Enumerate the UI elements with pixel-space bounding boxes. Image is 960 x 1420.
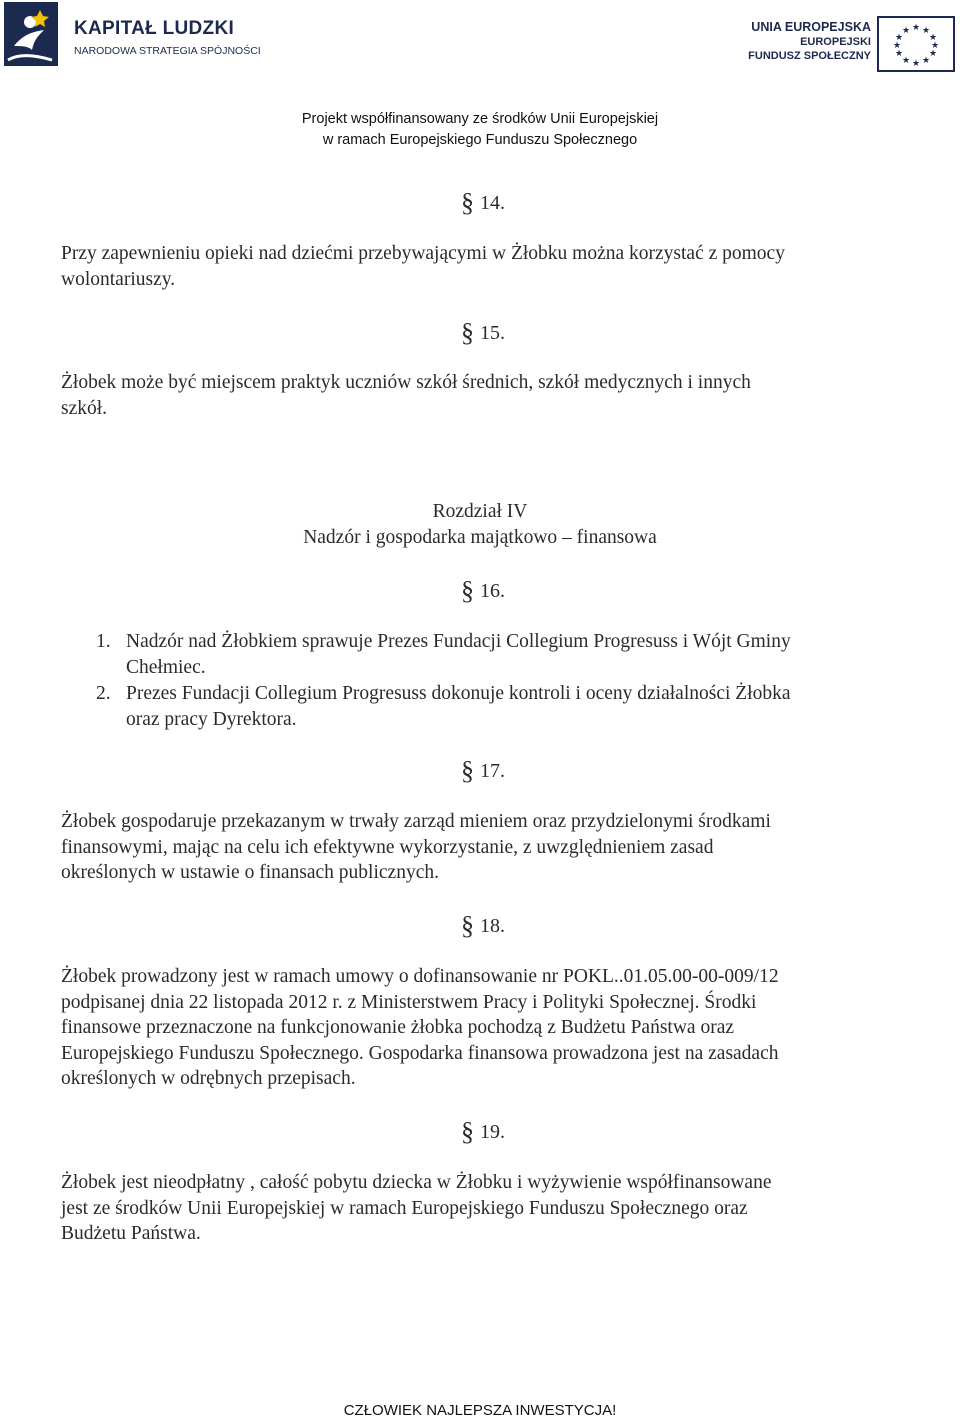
section-16-item-2 [96,681,916,707]
eu-logo-text [748,20,871,63]
svg-text:★: ★ [928,49,938,59]
eu-logo-line1: UNIA EUROPEJSKA [751,20,871,34]
section-17-paragraph [61,809,901,886]
paragraph-line: finansowe przeznaczone na funkcjonowanie żłobka pochodzą z Budżetu Państwa oraz [61,1017,735,1038]
section-number: 19. [480,1121,505,1143]
svg-text:★: ★ [894,49,904,59]
paragraph-line: Żłobek prowadzony jest w ramach umowy o dofinansowanie nr POKL..01.05.00-00-009/12 [61,966,779,987]
section-symbol: § [461,576,474,605]
section-15-paragraph [61,370,901,422]
list-item-number: 1. [96,631,111,652]
kapital-ludzki-subtitle: NARODOWA STRATEGIA SPÓJNOŚCI [74,45,261,57]
paragraph-line: określonych w ustawie o finansach publicznych. [61,862,439,883]
project-cofinanced-line2: w ramach Europejskiego Funduszu Społecznego [322,132,638,148]
section-14-heading [461,188,505,218]
footer-slogan: CZŁOWIEK NAJLEPSZA INWESTYCJA! [343,1402,617,1419]
project-cofinanced-line1: Projekt współfinansowany ze środków Unii Europejskiej [301,111,659,127]
section-symbol: § [461,756,474,785]
list-item-number: 2. [96,683,111,704]
paragraph-line: finansowymi, mając na celu ich efektywne wykorzystanie, z uwzględnieniem zasad [61,836,714,858]
eu-logo-line3: FUNDUSZ SPOŁECZNY [748,50,871,62]
svg-text:★: ★ [911,23,921,33]
section-17-heading [461,756,505,786]
section-16-heading [461,576,505,606]
section-number: 15. [480,322,505,344]
eu-logo [740,16,955,76]
section-number: 18. [480,915,505,937]
section-16-item-1 [96,629,916,655]
section-symbol: § [461,188,474,217]
section-19-heading [461,1117,505,1147]
section-18-heading [461,911,505,941]
svg-text:★: ★ [901,26,911,36]
svg-text:★: ★ [901,56,911,66]
paragraph-line: szkół. [61,398,108,419]
paragraph-line: Żłobek gospodaruje przekazanym w trwały zarząd mieniem oraz przydzielonymi środkami [61,811,771,832]
paragraph-line: podpisanej dnia 22 listopada 2012 r. z Ministerstwem Pracy i Polityki Społecznej. Środki [61,991,757,1013]
svg-text:★: ★ [930,41,940,51]
paragraph-line: Żłobek może być miejscem praktyk uczniów szkół średnich, szkół medycznych i innych [61,372,751,393]
paragraph-line: określonych w odrębnych przepisach. [61,1068,356,1089]
paragraph-line: wolontariuszy. [61,269,176,290]
section-14-paragraph [61,241,901,293]
section-number: 16. [480,580,505,602]
svg-text:★: ★ [911,59,921,69]
kapital-ludzki-emblem-icon [4,2,58,66]
paragraph-line: jest ze środków Unii Europejskiej w ramach Europejskiego Funduszu Społecznego oraz [61,1197,748,1219]
section-16-item-2-continued: oraz pracy Dyrektora. [126,709,297,730]
chapter-title: Rozdział IV [432,501,528,522]
svg-text:★: ★ [921,26,931,36]
section-number: 14. [480,192,505,214]
section-symbol: § [461,911,474,940]
section-number: 17. [480,760,505,782]
eu-flag-icon [877,16,955,72]
section-symbol: § [461,318,474,347]
section-symbol: § [461,1117,474,1146]
kapital-ludzki-logo [4,2,261,70]
svg-text:★: ★ [921,56,931,66]
paragraph-line: Przy zapewnieniu opieki nad dziećmi przebywającymi w Żłobku można korzystać z pomocy [61,243,785,264]
eu-logo-line2: EUROPEJSKI [800,36,871,48]
svg-text:★: ★ [892,41,902,51]
section-15-heading [461,318,505,348]
list-item-text: Nadzór nad Żłobkiem sprawuje Prezes Fundacji Collegium Progresuss i Wójt Gminy [126,631,791,652]
section-16-item-1-continued: Chełmiec. [126,657,206,678]
section-19-paragraph [61,1170,901,1247]
chapter-subtitle: Nadzór i gospodarka majątkowo – finansowa [303,527,657,548]
svg-text:★: ★ [894,33,904,43]
paragraph-line: Budżetu Państwa. [61,1223,201,1244]
kapital-ludzki-title: KAPITAŁ LUDZKI [74,18,235,39]
svg-text:★: ★ [928,33,938,43]
section-18-paragraph [61,964,901,1092]
paragraph-line: Europejskiego Funduszu Społecznego. Gospodarka finansowa prowadzona jest na zasadach [61,1042,779,1064]
list-item-text: Prezes Fundacji Collegium Progresuss dokonuje kontroli i oceny działalności Żłobka [126,683,791,704]
paragraph-line: Żłobek jest nieodpłatny , całość pobytu dziecka w Żłobku i wyżywienie współfinansowane [61,1172,772,1193]
